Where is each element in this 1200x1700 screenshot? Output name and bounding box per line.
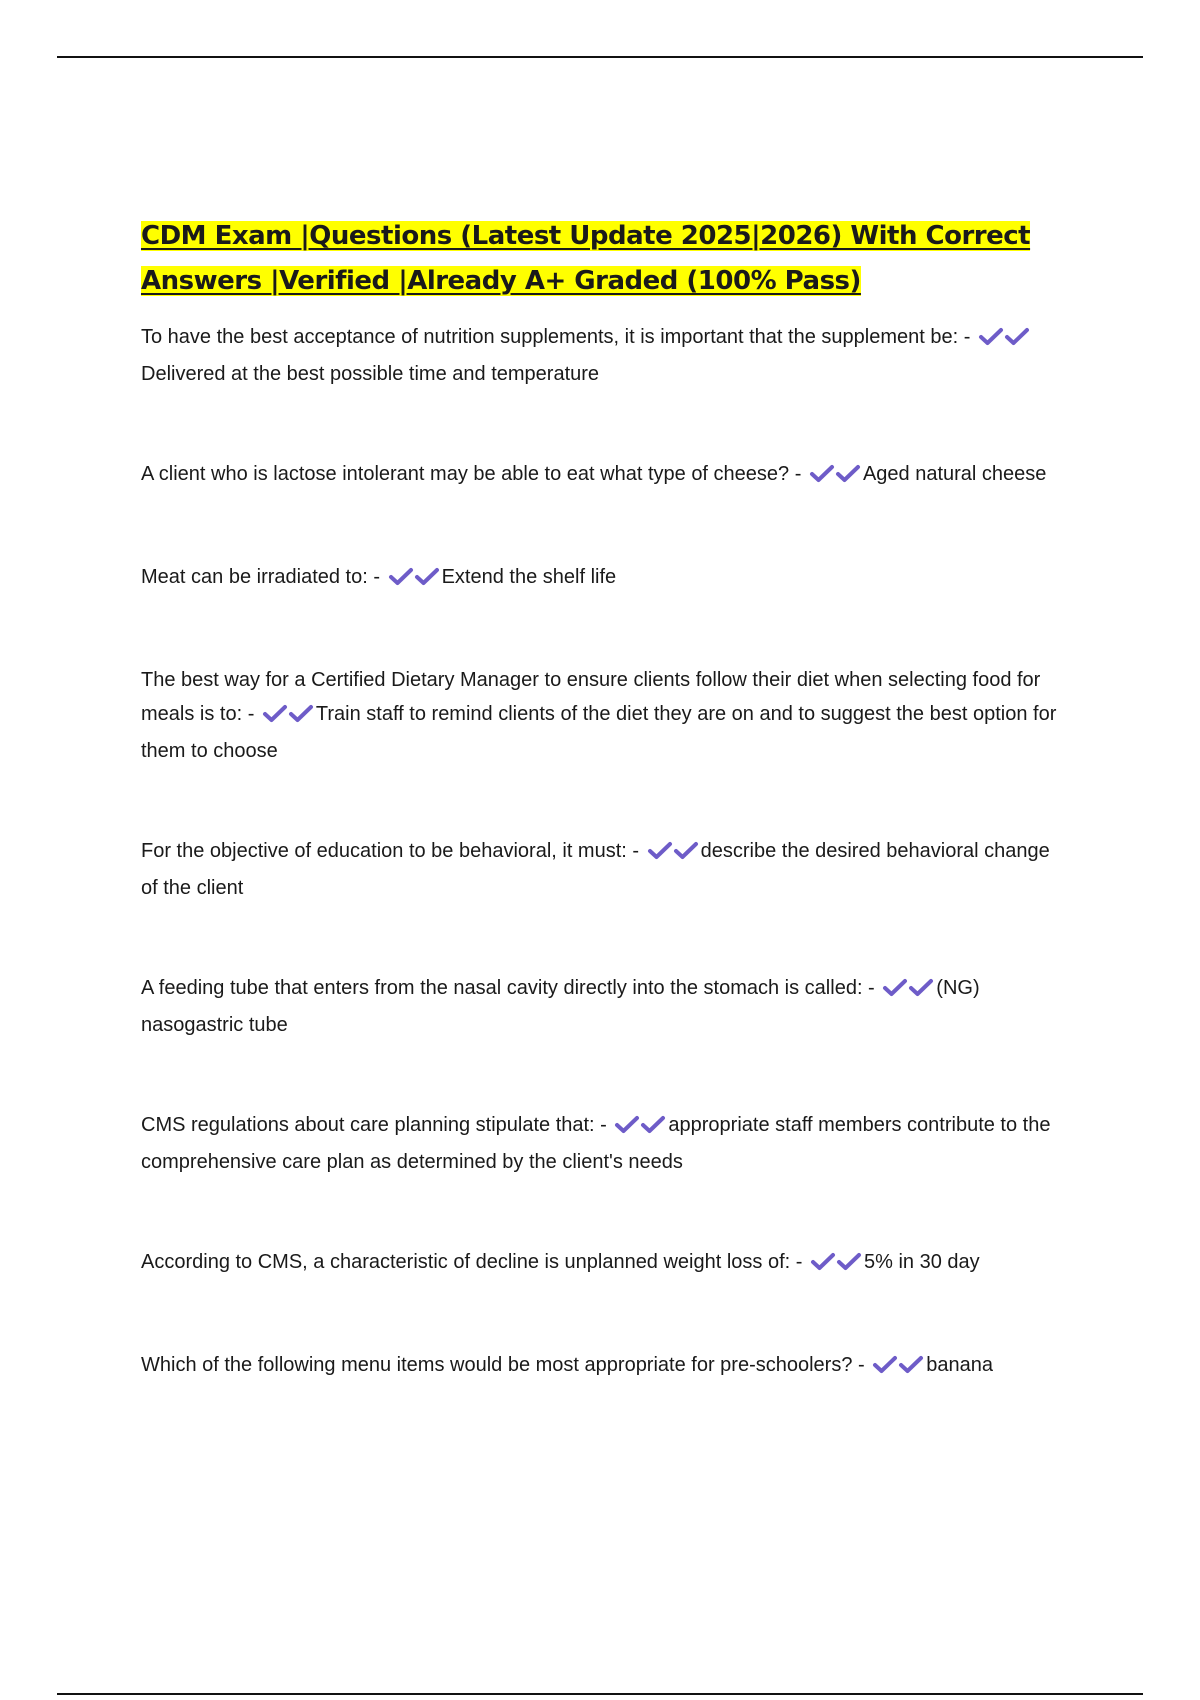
answer-text: Train staff to remind clients of the diet they are on and to suggest the best option for them to choose: [141, 703, 1057, 762]
qa-item: [141, 834, 1061, 905]
question-text: Which of the following menu items would be most appropriate for pre-schoolers? -: [141, 1354, 865, 1376]
question-text: CMS regulations about care planning stipulate that: -: [141, 1114, 607, 1136]
question-text: A client who is lactose intolerant may be able to eat what type of cheese? -: [141, 463, 802, 485]
qa-item: [141, 1245, 1061, 1282]
double-checkmark-icon: [978, 323, 1030, 357]
question-text: According to CMS, a characteristic of decline is unplanned weight loss of: -: [141, 1251, 803, 1273]
document-body: [141, 214, 1061, 1385]
question-text: Meat can be irradiated to: -: [141, 566, 381, 588]
question-text: The best way for a Certified Dietary Manager to ensure clients follow their diet when selecting food for meals is to: -: [141, 669, 1041, 725]
answer-text: (NG) nasogastric tube: [141, 977, 980, 1036]
question-text: To have the best acceptance of nutrition supplements, it is important that the supplement be: -: [141, 326, 971, 348]
double-checkmark-icon: [882, 974, 934, 1008]
answer-text: banana: [926, 1354, 993, 1376]
answer-text: Delivered at the best possible time and temperature: [141, 363, 600, 385]
bottom-rule: [57, 1693, 1143, 1695]
question-text: A feeding tube that enters from the nasal cavity directly into the stomach is called: -: [141, 977, 875, 999]
double-checkmark-icon: [872, 1351, 924, 1385]
qa-item: [141, 971, 1061, 1042]
double-checkmark-icon: [388, 563, 440, 597]
question-text: For the objective of education to be behavioral, it must: -: [141, 840, 640, 862]
answer-text: Aged natural cheese: [862, 463, 1047, 485]
qa-item: [141, 320, 1061, 391]
top-rule: [57, 56, 1143, 58]
qa-item: [141, 1348, 1061, 1385]
qa-item: [141, 1108, 1061, 1179]
qa-item: [141, 663, 1061, 768]
double-checkmark-icon: [647, 837, 699, 871]
document-title: CDM Exam |Questions (Latest Update 2025|2026) With Correct Answers |Verified |Already A+ Graded (100% Pass): [141, 221, 1031, 296]
answer-text: 5% in 30 day: [864, 1251, 980, 1273]
qa-item: [141, 560, 1061, 597]
answer-text: appropriate staff members contribute to the comprehensive care plan as determined by the client's needs: [141, 1114, 1051, 1173]
double-checkmark-icon: [614, 1111, 666, 1145]
double-checkmark-icon: [262, 700, 314, 734]
answer-text: Extend the shelf life: [441, 566, 617, 588]
answer-text: describe the desired behavioral change of the client: [141, 840, 1050, 899]
double-checkmark-icon: [809, 460, 861, 494]
double-checkmark-icon: [810, 1248, 862, 1282]
qa-item: [141, 457, 1061, 494]
